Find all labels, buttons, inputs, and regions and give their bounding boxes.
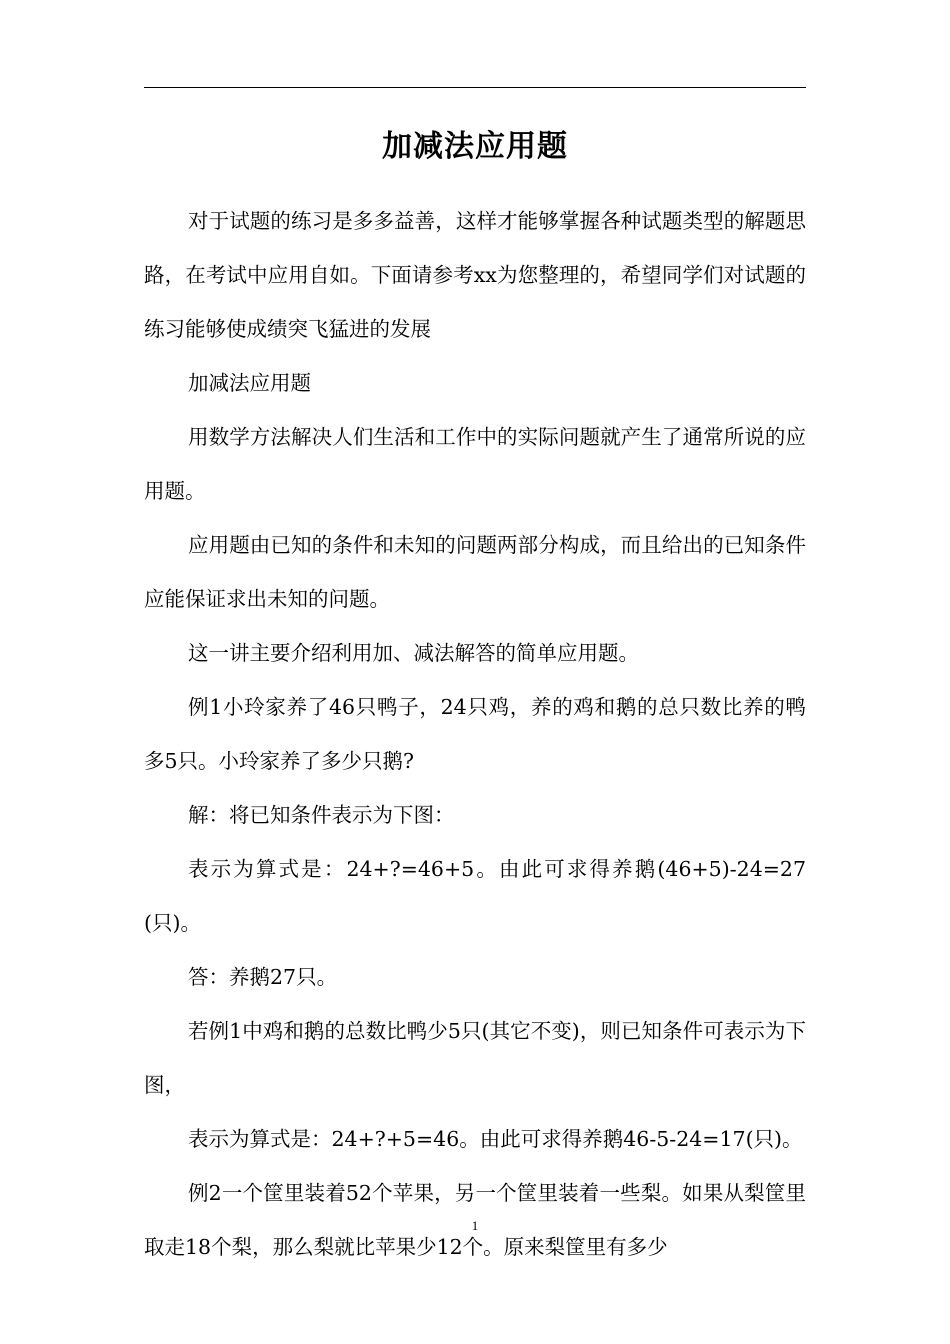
paragraph-formula-1: 表示为算式是：24+?=46+5。由此可求得养鹅(46+5)-24=27(只)。 — [144, 857, 806, 935]
paragraph-intro: 对于试题的练习是多多益善，这样才能够掌握各种试题类型的解题思路，在考试中应用自如。下面请参考xx为您整理的，希望同学们对试题的练习能够使成绩突飞猛进的发展 — [144, 209, 806, 341]
paragraph-solution-intro: 解：将已知条件表示为下图： — [188, 803, 455, 827]
page-number: 1 — [471, 1218, 479, 1233]
header-rule — [144, 87, 806, 88]
paragraph-variant: 若例1中鸡和鹅的总数比鸭少5只(其它不变)，则已知条件可表示为下图， — [144, 1019, 806, 1097]
paragraph-definition: 用数学方法解决人们生活和工作中的实际问题就产生了通常所说的应用题。 — [144, 425, 806, 503]
paragraph-subtitle: 加减法应用题 — [188, 371, 311, 395]
paragraph-overview: 这一讲主要介绍利用加、减法解答的简单应用题。 — [188, 641, 639, 665]
paragraph-example-1: 例1小玲家养了46只鸭子，24只鸡，养的鸡和鹅的总只数比养的鸭多5只。小玲家养了多少只鹅? — [144, 695, 806, 773]
paragraph-structure: 应用题由已知的条件和未知的问题两部分构成，而且给出的已知条件应能保证求出未知的问题。 — [144, 533, 806, 611]
document-body — [144, 194, 806, 1274]
paragraph-answer-1: 答：养鹅27只。 — [188, 965, 338, 989]
paragraph-formula-2: 表示为算式是：24+?+5=46。由此可求得养鹅46-5-24=17(只)。 — [188, 1127, 803, 1151]
document-title: 加减法应用题 — [382, 129, 568, 164]
paragraph-example-2: 例2一个筐里装着52个苹果，另一个筐里装着一些梨。如果从梨筐里取走18个梨，那么梨就比苹果少12个。原来梨筐里有多少 — [144, 1181, 806, 1259]
